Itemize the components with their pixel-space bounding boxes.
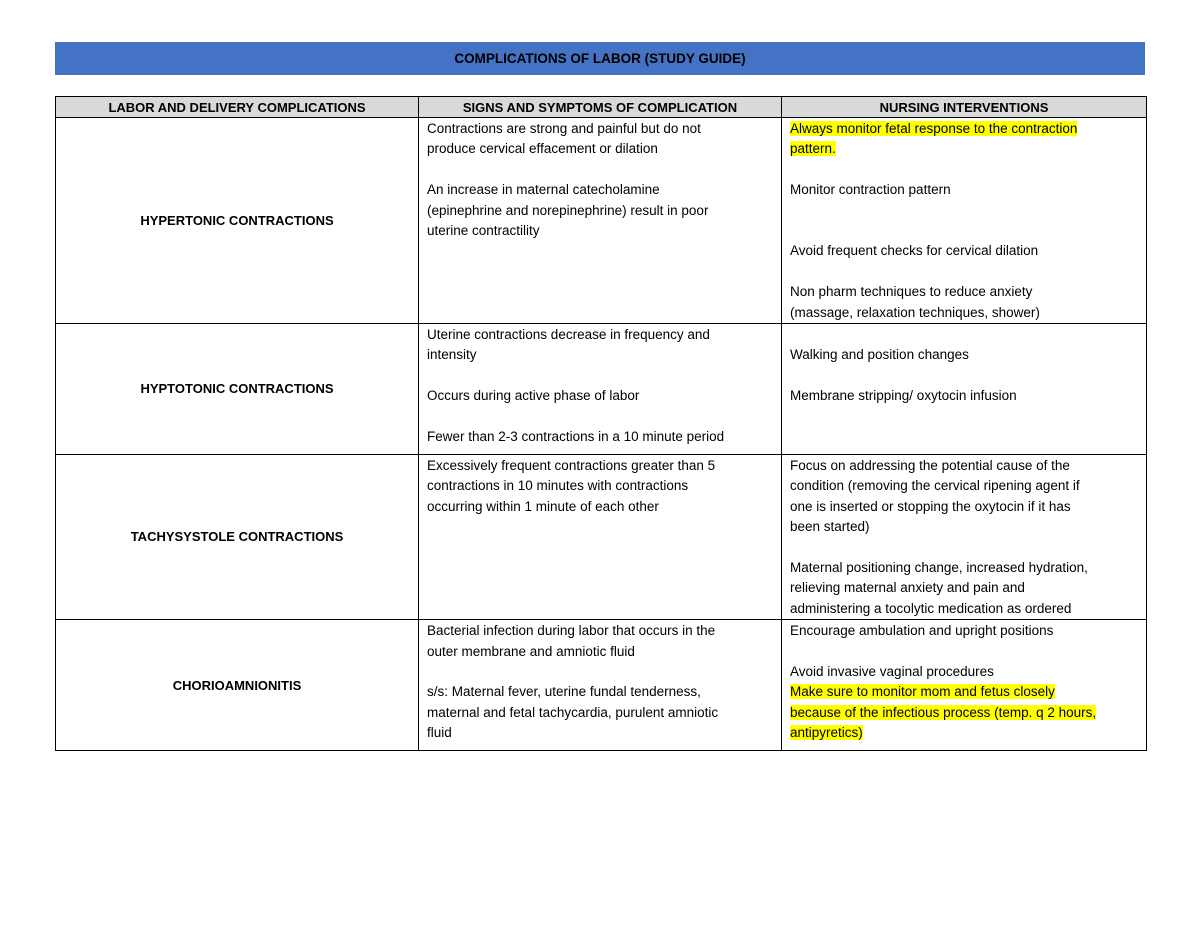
signs-line: intensity — [427, 347, 477, 363]
highlighted-intervention: Make sure to monitor mom and fetus closely — [790, 684, 1055, 700]
intervention-line: condition (removing the cervical ripening agent if — [790, 478, 1080, 494]
intervention-line: Avoid invasive vaginal procedures — [790, 664, 994, 680]
intervention-line: Focus on addressing the potential cause of the — [790, 458, 1070, 473]
complication-name: CHORIOAMNIONITIS — [56, 620, 419, 751]
highlighted-intervention: pattern. — [790, 141, 836, 157]
signs-line: Fewer than 2-3 contractions in a 10 minute period — [427, 429, 725, 444]
header-signs-symptoms: SIGNS AND SYMPTOMS OF COMPLICATION — [419, 97, 782, 118]
signs-line: Excessively frequent contractions greater than 5 — [427, 458, 716, 473]
table-row — [56, 324, 1147, 455]
signs-line: Uterine contractions decrease in frequency and — [427, 327, 710, 342]
highlighted-intervention: Always monitor fetal response to the contraction — [790, 121, 1078, 136]
signs-cell — [419, 118, 782, 324]
complication-name: TACHYSYSTOLE CONTRACTIONS — [56, 455, 419, 620]
interventions-cell — [782, 620, 1147, 751]
signs-line: Occurs during active phase of labor — [427, 388, 640, 404]
table-row — [56, 620, 1147, 751]
intervention-line: Walking and position changes — [790, 347, 969, 363]
complication-name: HYPTOTONIC CONTRACTIONS — [56, 324, 419, 455]
highlighted-intervention: because of the infectious process (temp. q 2 hours, — [790, 704, 1097, 720]
intervention-line: (massage, relaxation techniques, shower) — [790, 304, 1040, 320]
interventions-cell — [782, 324, 1147, 455]
complication-name: HYPERTONIC CONTRACTIONS — [56, 118, 419, 324]
complications-table — [55, 96, 1147, 751]
signs-line: Bacterial infection during labor that occurs in the — [427, 623, 716, 639]
signs-line: contractions in 10 minutes with contractions — [427, 478, 689, 494]
header-complications: LABOR AND DELIVERY COMPLICATIONS — [56, 97, 419, 118]
table-row — [56, 455, 1147, 620]
intervention-line: relieving maternal anxiety and pain and — [790, 580, 1025, 596]
interventions-cell — [782, 118, 1147, 324]
table-row — [56, 118, 1147, 324]
intervention-line: Monitor contraction pattern — [790, 182, 951, 198]
highlighted-intervention: antipyretics) — [790, 725, 863, 741]
intervention-line: Avoid frequent checks for cervical dilation — [790, 243, 1039, 259]
signs-line: fluid — [427, 725, 452, 741]
signs-cell — [419, 620, 782, 751]
intervention-line: been started) — [790, 519, 870, 535]
intervention-line: Non pharm techniques to reduce anxiety — [790, 284, 1033, 300]
table-header-row — [56, 97, 1147, 118]
intervention-line: Membrane stripping/ oxytocin infusion — [790, 388, 1017, 404]
intervention-line: administering a tocolytic medication as ordered — [790, 600, 1072, 616]
intervention-line: one is inserted or stopping the oxytocin if it has — [790, 498, 1071, 514]
signs-line: uterine contractility — [427, 223, 540, 239]
signs-line: occurring within 1 minute of each other — [427, 498, 659, 514]
intervention-line: Maternal positioning change, increased hydration, — [790, 560, 1088, 576]
signs-line: Contractions are strong and painful but do not — [427, 121, 701, 136]
signs-line: outer membrane and amniotic fluid — [427, 643, 635, 659]
page-title: COMPLICATIONS OF LABOR (STUDY GUIDE) — [55, 42, 1145, 75]
signs-cell — [419, 324, 782, 455]
signs-line: An increase in maternal catecholamine — [427, 182, 660, 198]
signs-cell — [419, 455, 782, 620]
signs-line: produce cervical effacement or dilation — [427, 141, 658, 157]
interventions-cell — [782, 455, 1147, 620]
intervention-line: Encourage ambulation and upright positions — [790, 623, 1054, 639]
signs-line: maternal and fetal tachycardia, purulent amniotic — [427, 704, 719, 720]
signs-line: (epinephrine and norepinephrine) result in poor — [427, 202, 709, 218]
signs-line: s/s: Maternal fever, uterine fundal tenderness, — [427, 684, 701, 700]
header-nursing-interventions: NURSING INTERVENTIONS — [782, 97, 1147, 118]
